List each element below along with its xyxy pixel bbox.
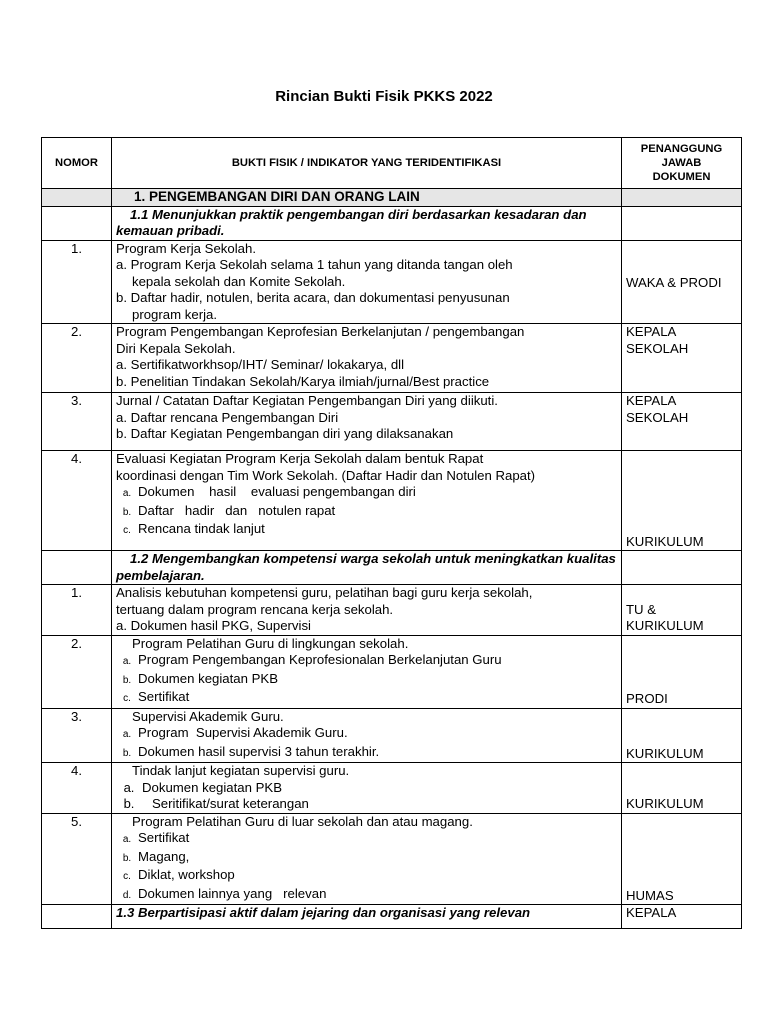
indicator-line: Diri Kepala Sekolah. bbox=[116, 340, 236, 356]
row-number: 2. bbox=[42, 635, 112, 708]
indicator-line: a. Daftar rencana Pengembangan Diri bbox=[116, 409, 339, 425]
indicator-line: b. Daftar Kegiatan Pengembangan diri yang dilaksanakan bbox=[116, 426, 454, 441]
header-bukti-fisik: BUKTI FISIK / INDIKATOR YANG TERIDENTIFIKASI bbox=[112, 138, 622, 189]
responsible-cell: WAKA & PRODI bbox=[622, 240, 742, 324]
indicator-line: tertuang dalam program rencana kerja sekolah. bbox=[116, 601, 394, 617]
subitem-marker: b. bbox=[122, 747, 132, 759]
indicator-line: a. Sertifikatworkhsop/IHT/ Seminar/ lokakarya, dll bbox=[116, 357, 405, 372]
indicator-line: kepala sekolah dan Komite Sekolah. bbox=[132, 273, 346, 289]
subitem-marker: a. bbox=[123, 779, 135, 795]
indicator-line: Program Kerja Sekolah. bbox=[116, 240, 257, 256]
indicator-subitem bbox=[116, 689, 617, 708]
indicator-subitem bbox=[116, 652, 617, 671]
subitem-text: Program Pengembangan Keprofesionalan Berkelanjutan Guru bbox=[138, 652, 502, 667]
indicator-cell bbox=[112, 393, 622, 451]
header-nomor: NOMOR bbox=[42, 138, 112, 189]
subsection-title: 1.3 Berpartisipasi aktif dalam jejaring dan organisasi yang relevan bbox=[112, 905, 622, 929]
table-row bbox=[42, 708, 742, 763]
row-number: 2. bbox=[42, 324, 112, 393]
indicator-cell bbox=[112, 813, 622, 905]
indicator-line: a. Program Kerja Sekolah selama 1 tahun yang ditanda tangan oleh bbox=[116, 257, 513, 272]
subitem-text: Seritifikat/surat keterangan bbox=[152, 796, 309, 811]
indicator-cell bbox=[112, 635, 622, 708]
responsible-cell: KEPALA bbox=[622, 905, 742, 929]
table-row bbox=[42, 393, 742, 451]
indicator-subitem bbox=[116, 780, 617, 797]
indicator-subitem bbox=[116, 503, 617, 522]
responsible-cell: KURIKULUM bbox=[622, 763, 742, 814]
subsection-row bbox=[42, 905, 742, 929]
subitem-text: Dokumen hasil supervisi 3 tahun terakhir. bbox=[138, 743, 380, 759]
indicator-line: Tindak lanjut kegiatan supervisi guru. bbox=[132, 763, 350, 778]
indicator-line: b. Penelitian Tindakan Sekolah/Karya ilmiah/jurnal/Best practice bbox=[116, 373, 490, 389]
indicator-cell bbox=[112, 451, 622, 551]
responsible-cell: KEPALA SEKOLAH bbox=[622, 324, 742, 393]
responsible-cell: KEPALA SEKOLAH bbox=[622, 393, 742, 451]
subitem-marker: b. bbox=[122, 852, 132, 864]
subitem-marker: c. bbox=[123, 693, 131, 704]
subitem-text: Sertifikat bbox=[138, 689, 190, 704]
responsible-cell: HUMAS bbox=[622, 813, 742, 905]
indicator-subitem bbox=[116, 671, 617, 690]
indicator-subitem bbox=[116, 744, 617, 763]
row-number: 3. bbox=[42, 708, 112, 763]
indicator-subitem bbox=[116, 725, 617, 744]
document-title: Rincian Bukti Fisik PKKS 2022 bbox=[275, 88, 493, 105]
indicator-line: Program Pengembangan Keprofesian Berkelanjutan / pengembangan bbox=[116, 324, 525, 339]
responsible-cell: PRODI bbox=[622, 635, 742, 708]
subitem-marker: a. bbox=[122, 656, 132, 667]
table-row bbox=[42, 240, 742, 324]
row-number: 4. bbox=[42, 763, 112, 814]
header-penanggung-jawab: PENANGGUNG JAWAB DOKUMEN bbox=[622, 138, 742, 189]
section-row bbox=[42, 189, 742, 207]
subitem-text: Dokumen lainnya yang relevan bbox=[138, 885, 327, 901]
subsection-row bbox=[42, 551, 742, 585]
row-number: 3. bbox=[42, 393, 112, 451]
indicator-cell bbox=[112, 708, 622, 763]
subitem-text: Dokumen kegiatan PKB bbox=[138, 670, 279, 686]
table-row bbox=[42, 324, 742, 393]
indicator-line: a. Dokumen hasil PKG, Supervisi bbox=[116, 618, 311, 633]
indicator-line: program kerja. bbox=[132, 306, 218, 322]
indicator-cell bbox=[112, 585, 622, 636]
row-number: 1. bbox=[42, 240, 112, 324]
subsection-title: 1.2 Mengembangkan kompetensi warga sekolah untuk meningkatkan kualitas pembelajaran. bbox=[112, 551, 622, 585]
subitem-text: Dokumen kegiatan PKB bbox=[142, 779, 283, 795]
indicator-line: Program Pelatihan Guru di lingkungan sekolah. bbox=[132, 635, 409, 651]
subitem-text: Dokumen hasil evaluasi pengembangan diri bbox=[138, 484, 416, 499]
subitem-marker: c. bbox=[123, 525, 131, 536]
responsible-cell: KURIKULUM bbox=[622, 451, 742, 551]
row-number: 1. bbox=[42, 585, 112, 636]
table-row bbox=[42, 813, 742, 905]
indicator-line: koordinasi dengan Tim Work Sekolah. (Daftar Hadir dan Notulen Rapat) bbox=[116, 467, 536, 483]
subitem-marker: a. bbox=[122, 488, 132, 499]
table-header-row bbox=[42, 138, 742, 189]
indicator-subitem bbox=[116, 484, 617, 503]
indicator-subitem bbox=[116, 521, 617, 540]
subitem-text: Magang, bbox=[138, 848, 190, 864]
subitem-marker: d. bbox=[122, 889, 132, 901]
subitem-text: Rencana tindak lanjut bbox=[138, 521, 265, 536]
indicator-cell bbox=[112, 324, 622, 393]
indicator-line: Evaluasi Kegiatan Program Kerja Sekolah dalam bentuk Rapat bbox=[116, 451, 484, 466]
subitem-text: Diklat, workshop bbox=[138, 867, 235, 882]
section-title: 1. PENGEMBANGAN DIRI DAN ORANG LAIN bbox=[112, 189, 622, 207]
subitem-text: Program Supervisi Akademik Guru. bbox=[138, 725, 348, 740]
row-number: 4. bbox=[42, 451, 112, 551]
table-row bbox=[42, 763, 742, 814]
indicator-line: Supervisi Akademik Guru. bbox=[132, 708, 284, 724]
responsible-cell: TU & KURIKULUM bbox=[622, 585, 742, 636]
indicator-subitem bbox=[116, 867, 617, 886]
subitem-marker: c. bbox=[123, 871, 131, 882]
rows-section-1-2 bbox=[42, 585, 742, 905]
row-number: 5. bbox=[42, 813, 112, 905]
table-row bbox=[42, 635, 742, 708]
indicator-subitem bbox=[116, 796, 617, 813]
subitem-text: Daftar hadir dan notulen rapat bbox=[138, 502, 336, 518]
evidence-table bbox=[41, 137, 742, 929]
subitem-marker: b. bbox=[122, 674, 132, 686]
subitem-marker: a. bbox=[122, 834, 132, 845]
indicator-subitem bbox=[116, 849, 617, 868]
table-row bbox=[42, 451, 742, 551]
subitem-marker: b. bbox=[123, 796, 135, 811]
subsection-title: 1.1 Menunjukkan praktik pengembangan diri berdasarkan kesadaran dan kemauan pribadi. bbox=[112, 206, 622, 240]
indicator-line: b. Daftar hadir, notulen, berita acara, dan dokumentasi penyusunan bbox=[116, 290, 510, 305]
subitem-marker: a. bbox=[122, 729, 132, 740]
subitem-marker: b. bbox=[122, 506, 132, 518]
indicator-line: Program Pelatihan Guru di luar sekolah dan atau magang. bbox=[132, 813, 473, 829]
subsection-row bbox=[42, 206, 742, 240]
indicator-subitem bbox=[116, 830, 617, 849]
subitem-text: Sertifikat bbox=[138, 830, 190, 845]
responsible-cell: KURIKULUM bbox=[622, 708, 742, 763]
indicator-subitem bbox=[116, 886, 617, 905]
indicator-line: Analisis kebutuhan kompetensi guru, pelatihan bagi guru kerja sekolah, bbox=[116, 585, 533, 600]
rows-section-1-1 bbox=[42, 240, 742, 551]
indicator-line: Jurnal / Catatan Daftar Kegiatan Pengembangan Diri yang diikuti. bbox=[116, 393, 498, 408]
table-row bbox=[42, 585, 742, 636]
indicator-cell bbox=[112, 240, 622, 324]
indicator-cell bbox=[112, 763, 622, 814]
